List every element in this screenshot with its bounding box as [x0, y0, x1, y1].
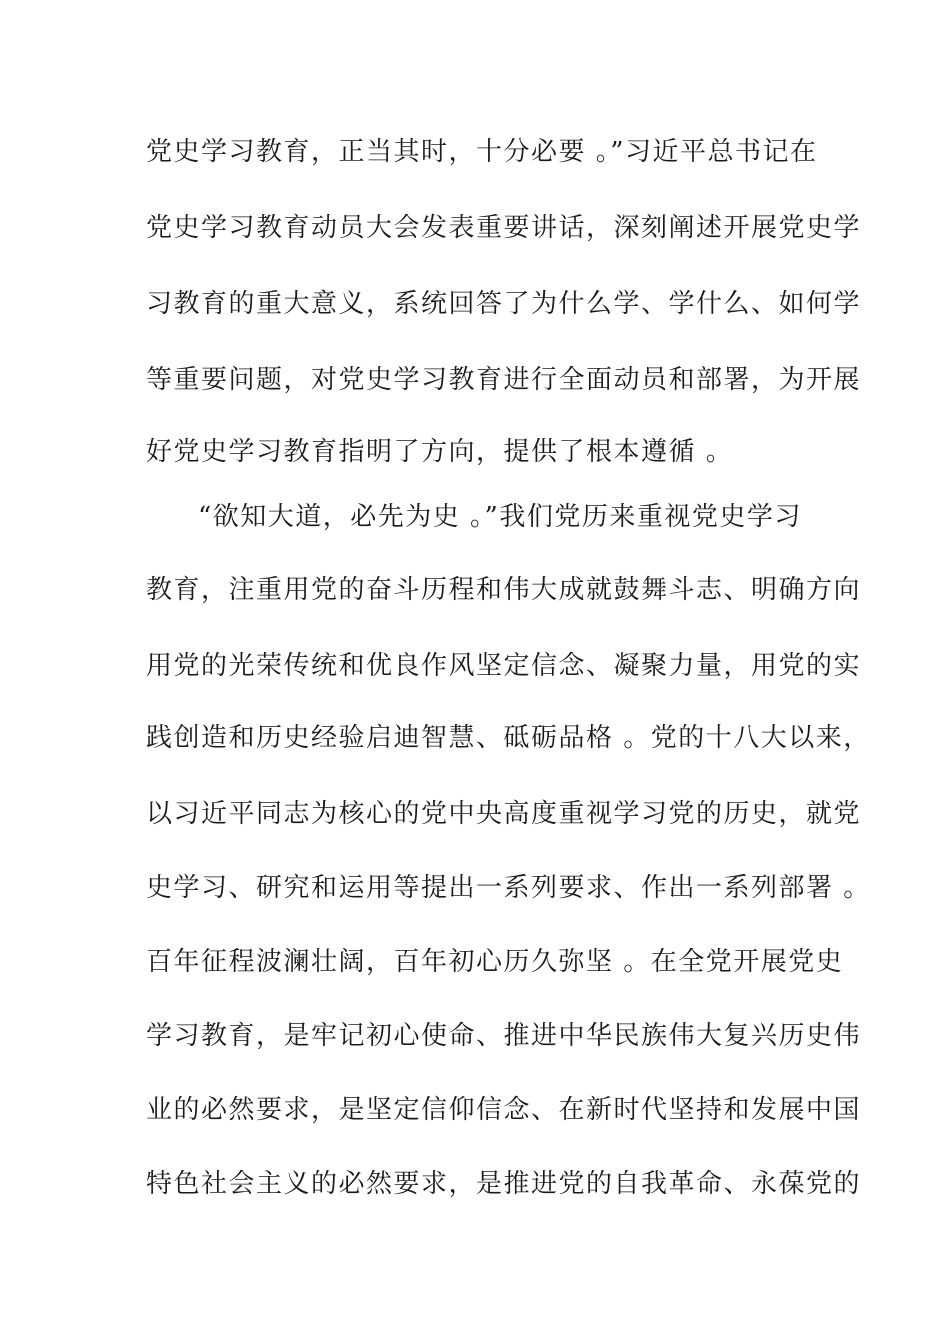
text-line: 好党史学习教育指明了方向，提供了根本遵循 。 — [146, 437, 734, 467]
text-line: 党史学习教育动员大会发表重要讲话，深刻阐述开展党史学 — [146, 213, 862, 243]
text-line: 教育，注重用党的奋斗历程和伟大成就鼓舞斗志、明确方向 — [146, 575, 862, 605]
text-line: 百年征程波澜壮阔，百年初心历久弥坚 。在全党开展党史 — [146, 947, 844, 977]
text-line: 业的必然要求，是坚定信仰信念、在新时代坚持和发展中国 — [146, 1095, 862, 1125]
text-line: 特色社会主义的必然要求，是推进党的自我革命、永葆党的 — [146, 1169, 862, 1199]
text-line: 学习教育，是牢记初心使命、推进中华民族伟大复兴历史伟 — [146, 1021, 862, 1051]
text-line: 践创造和历史经验启迪智慧、砥砺品格 。党的十八大以来， — [146, 723, 871, 753]
text-line: 等重要问题，对党史学习教育进行全面动员和部署，为开展 — [146, 365, 862, 395]
text-line: 史学习、研究和运用等提出一系列要求、作出一系列部署 。 — [146, 873, 871, 903]
text-line: 党史学习教育，正当其时，十分必要 。”习近平总书记在 — [146, 137, 818, 167]
text-line: 习教育的重大意义，系统回答了为什么学、学什么、如何学 — [146, 289, 862, 319]
text-line: 以习近平同志为核心的党中央高度重视学习党的历史，就党 — [146, 799, 862, 829]
text-line: 用党的光荣传统和优良作风坚定信念、凝聚力量，用党的实 — [146, 651, 862, 681]
paragraph-first-line: “欲知大道，必先为史 。”我们党历来重视党史学习 — [198, 502, 802, 532]
